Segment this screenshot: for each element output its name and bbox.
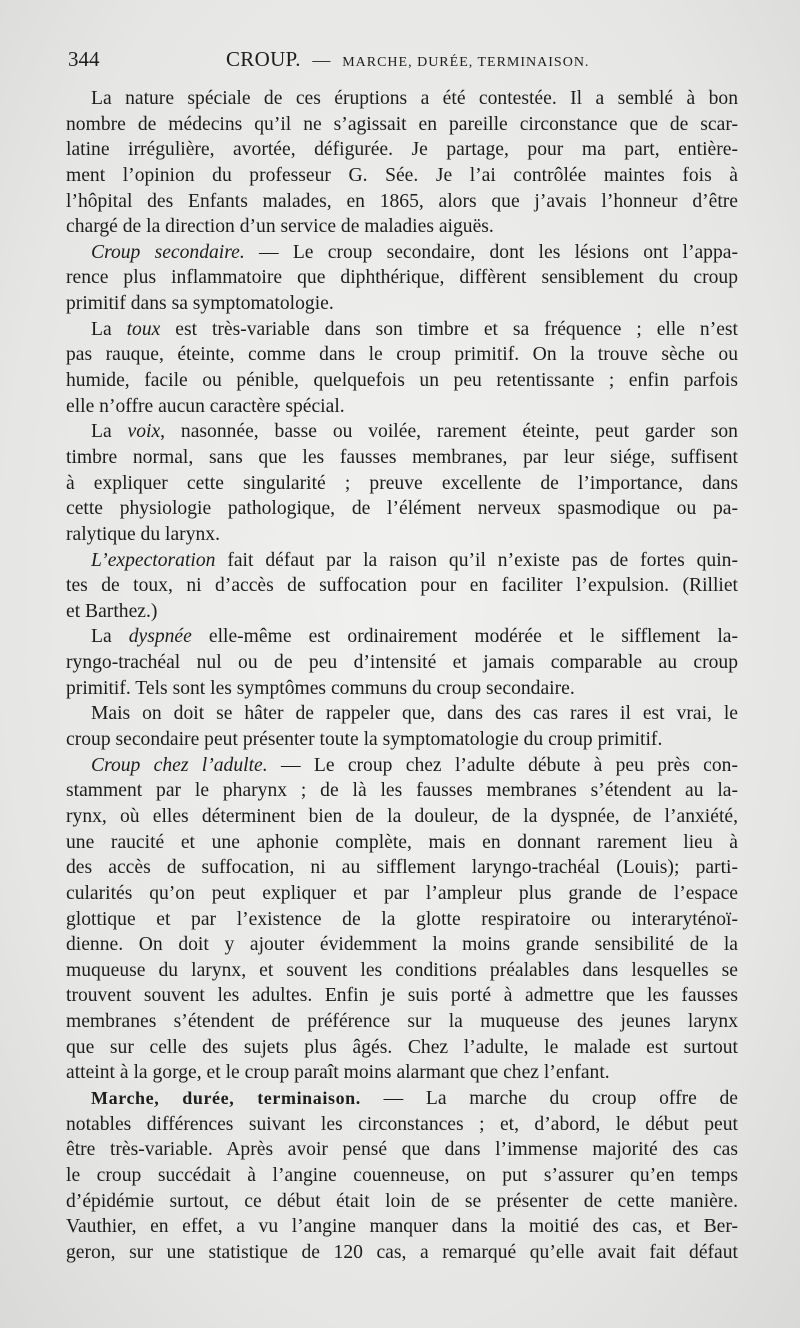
text-line <box>66 624 738 650</box>
line-text: membranes s’étendent de préférence sur la muqueuse des jeunes larynx <box>66 1011 738 1033</box>
text-line <box>66 1112 738 1138</box>
page-header <box>68 45 740 73</box>
text-line <box>66 496 738 522</box>
italic-term: L’expectoration <box>91 549 216 571</box>
text-line <box>66 676 738 702</box>
line-text: La nature spéciale de ces éruptions a été contestée. Il a semblé à bon <box>91 88 738 109</box>
text-line <box>66 240 738 266</box>
text-line <box>66 881 738 907</box>
text-line <box>66 265 738 291</box>
text-line <box>66 907 738 933</box>
text-line <box>66 368 738 394</box>
text-line <box>66 214 738 240</box>
text-line <box>66 855 738 881</box>
line-text: — Le croup secondaire, dont les lésions ont l’appa- <box>244 241 738 263</box>
line-text: trouvent souvent les adultes. Enfin je suis porté à admettre que les fausses <box>66 985 738 1007</box>
line-text: à expliquer cette singularité ; preuve excellente de l’importance, dans <box>66 472 738 494</box>
line-text: La <box>91 421 128 443</box>
page-number: 344 <box>68 47 100 71</box>
text-line <box>66 573 738 599</box>
line-text: humide, facile ou pénible, quelquefois un peu retentissante ; enfin parfois <box>66 370 738 392</box>
text-line <box>66 1214 738 1240</box>
line-text: être très-variable. Après avoir pensé que dans l’immense majorité des cas <box>66 1139 738 1161</box>
text-line <box>66 163 738 189</box>
line-text: rynx, où elles déterminent bien de la douleur, de la dyspnée, de l’anxiété, <box>66 805 738 827</box>
text-line <box>66 189 738 215</box>
running-title-separator: — <box>312 50 331 70</box>
text-line <box>66 1009 738 1035</box>
line-text: fait défaut par la raison qu’il n’existe pas de fortes quin- <box>215 549 738 571</box>
text-line <box>66 548 738 574</box>
line-text: , nasonnée, basse ou voilée, rarement éteinte, peut garder son <box>160 421 738 443</box>
line-text: rence plus inflammatoire que diphthérique, diffèrent sensiblement du croup <box>66 267 738 289</box>
text-line <box>66 650 738 676</box>
line-text: ralytique du larynx. <box>66 523 220 545</box>
italic-term: dyspnée <box>128 626 192 648</box>
running-title <box>226 45 589 77</box>
text-line <box>66 342 738 368</box>
section-heading: Marche, durée, terminaison. <box>91 1087 361 1108</box>
line-text: ryngo-trachéal nul ou de peu d’intensité et jamais comparable au croup <box>66 652 738 674</box>
line-text: dienne. On doit y ajouter évidemment la moins grande sensibilité de la <box>66 934 738 956</box>
line-text: elle-même est ordinairement modérée et le sifflement la- <box>191 626 738 648</box>
line-text: geron, sur une statistique de 120 cas, a remarqué qu’elle avait fait défaut <box>66 1241 738 1263</box>
line-text: timbre normal, sans que les fausses membranes, par leur siége, suffisent <box>66 446 738 468</box>
text-line <box>66 137 738 163</box>
line-text: ment l’opinion du professeur G. Sée. Je l’ai contrôlée maintes fois à <box>66 164 738 186</box>
line-text: La <box>91 626 129 648</box>
text-line <box>66 112 738 138</box>
italic-term: voix <box>127 421 161 443</box>
line-text: cette physiologie pathologique, de l’élément nerveux spasmodique ou pa- <box>66 498 738 520</box>
line-text: Vauthier, en effet, a vu l’angine manquer dans la moitié des cas, et Ber- <box>66 1216 738 1238</box>
text-line <box>66 1163 738 1189</box>
line-text: pas rauque, éteinte, comme dans le croup primitif. On la trouve sèche ou <box>66 344 738 366</box>
line-text: Mais on doit se hâter de rappeler que, dans des cas rares il est vrai, le <box>91 703 738 725</box>
text-line <box>66 932 738 958</box>
text-line <box>66 727 738 753</box>
text-line <box>66 471 738 497</box>
text-line <box>66 958 738 984</box>
text-line <box>66 778 738 804</box>
text-line <box>66 1240 738 1266</box>
line-text: nombre de médecins qu’il ne s’agissait en pareille circonstance que de scar- <box>66 113 738 135</box>
line-text: — La marche du croup offre de <box>360 1087 739 1109</box>
line-text: est très-variable dans son timbre et sa fréquence ; elle n’est <box>160 318 738 340</box>
text-line <box>66 419 738 445</box>
line-text: que sur celle des sujets plus âgés. Chez l’adulte, le malade est surtout <box>66 1036 738 1058</box>
line-text: latine irrégulière, avortée, défigurée. Je partage, pour ma part, entière- <box>66 139 738 161</box>
text-line <box>66 701 738 727</box>
line-text: notables différences suivant les circonstances ; et, d’abord, le début peut <box>66 1113 738 1135</box>
line-text: cularités qu’on peut expliquer et par l’ampleur plus grande de l’espace <box>66 882 738 904</box>
text-line <box>66 599 738 625</box>
line-text: le croup succédait à l’angine couenneuse, on put s’assurer qu’en temps <box>66 1164 738 1186</box>
line-text: primitif dans sa symptomatologie. <box>66 293 334 315</box>
line-text: d’épidémie surtout, ce début était loin de se présenter de cette manière. <box>66 1190 738 1212</box>
text-line <box>66 291 738 317</box>
line-text: des accès de suffocation, ni au sifflement laryngo-trachéal (Louis); parti- <box>66 857 738 879</box>
line-text: stamment par le pharynx ; de là les fausses membranes s’étendent au la- <box>66 780 738 802</box>
line-text: tes de toux, ni d’accès de suffocation pour en faciliter l’expulsion. (Rilliet <box>66 575 738 597</box>
italic-term: toux <box>126 318 161 340</box>
text-line <box>66 1137 738 1163</box>
line-text: — Le croup chez l’adulte débute à peu près con- <box>267 754 739 776</box>
line-text: l’hôpital des Enfants malades, en 1865, alors que j’avais l’honneur d’être <box>66 190 738 212</box>
running-title-main: CROUP. <box>226 47 301 71</box>
text-line <box>66 445 738 471</box>
italic-term: Croup chez l’adulte. <box>91 754 268 776</box>
text-line <box>66 1086 738 1112</box>
body-text <box>66 86 738 1265</box>
line-text: croup secondaire peut présenter toute la symptomatologie du croup primitif. <box>66 729 663 751</box>
running-title-subtitle: MARCHE, DURÉE, TERMINAISON. <box>342 55 590 70</box>
line-text: glottique et par l’existence de la glotte respiratoire ou interaryténoï- <box>66 908 738 930</box>
line-text: muqueuse du larynx, et souvent les conditions préalables dans lesquelles se <box>66 959 738 981</box>
line-text: primitif. Tels sont les symptômes communs du croup secondaire. <box>66 677 575 699</box>
text-line <box>66 804 738 830</box>
text-line <box>66 394 738 420</box>
text-line <box>66 753 738 779</box>
line-text: atteint à la gorge, et le croup paraît moins alarmant que chez l’enfant. <box>66 1062 610 1084</box>
text-line <box>66 1060 738 1086</box>
italic-term: Croup secondaire. <box>91 241 245 263</box>
text-line <box>66 1035 738 1061</box>
line-text: une raucité et une aphonie complète, mais en donnant rarement lieu à <box>66 831 738 853</box>
line-text: et Barthez.) <box>66 600 158 622</box>
line-text: elle n’offre aucun caractère spécial. <box>66 395 345 417</box>
line-text: La <box>91 318 127 340</box>
line-text: chargé de la direction d’un service de maladies aiguës. <box>66 216 494 238</box>
text-line <box>66 1189 738 1215</box>
text-line <box>66 830 738 856</box>
text-line <box>66 983 738 1009</box>
text-line <box>66 86 738 112</box>
text-line <box>66 522 738 548</box>
text-line <box>66 317 738 343</box>
